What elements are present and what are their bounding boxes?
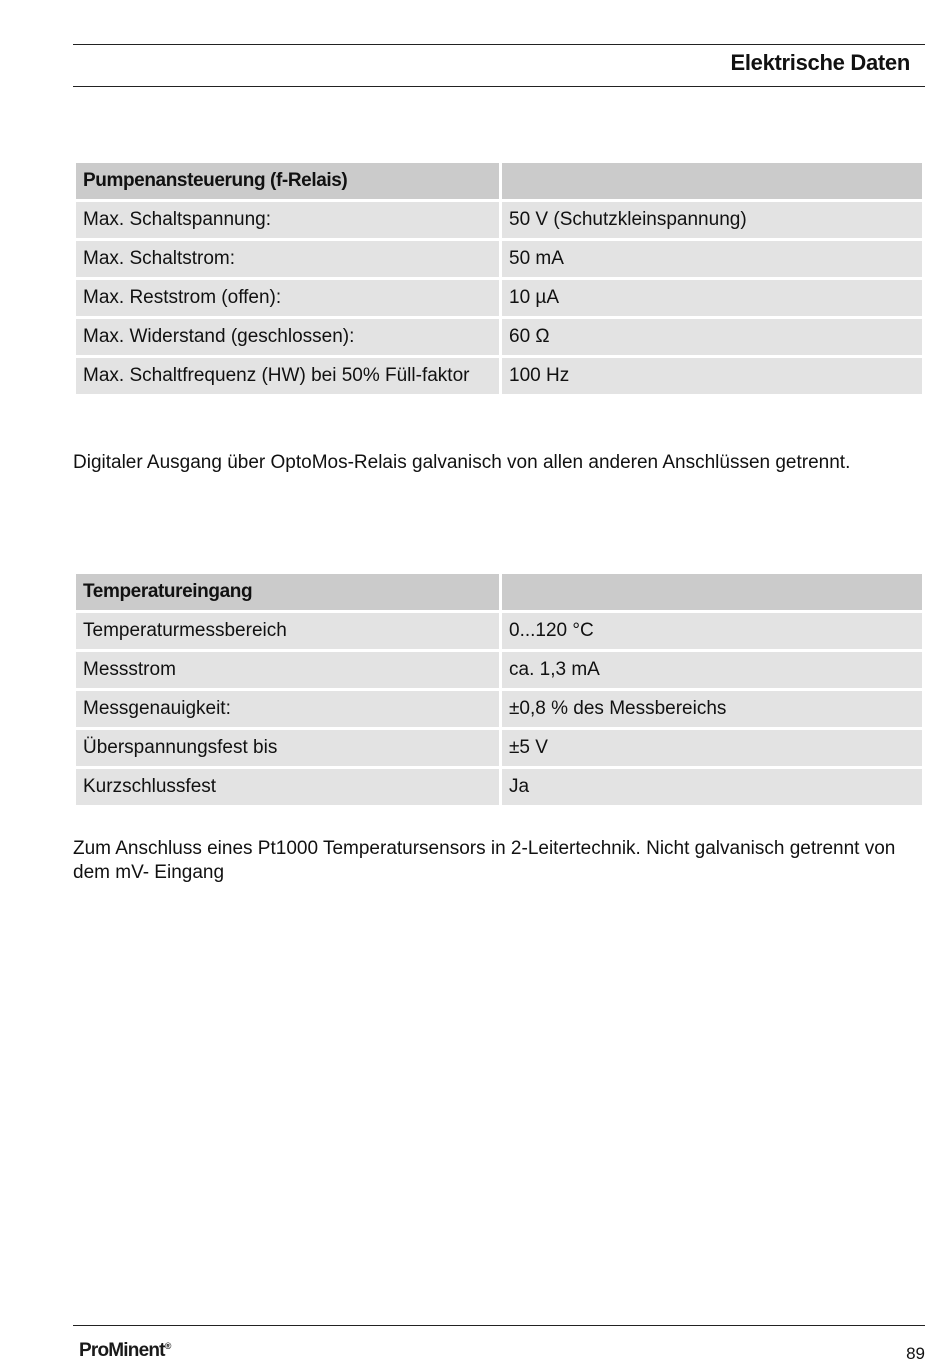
- table-row: [76, 202, 922, 238]
- value-cell: ±5 V: [502, 730, 922, 766]
- table-row: [76, 613, 922, 649]
- logo-text: ProMinent: [79, 1340, 165, 1361]
- table-header-row: [76, 163, 922, 199]
- parameter-cell: Temperaturmessbereich: [76, 613, 499, 649]
- page-title: Elektrische Daten: [730, 50, 910, 75]
- header-rule-top: [73, 44, 925, 45]
- table-row: [76, 652, 922, 688]
- table-row: [76, 730, 922, 766]
- value-cell: 60 Ω: [502, 319, 922, 355]
- parameter-cell: Max. Schaltstrom:: [76, 241, 499, 277]
- table-header-cell: [502, 574, 922, 610]
- parameter-cell: Überspannungsfest bis: [76, 730, 499, 766]
- parameter-cell: Messgenauigkeit:: [76, 691, 499, 727]
- page-number: 89: [906, 1344, 925, 1363]
- logo-registered-mark: ®: [164, 1341, 172, 1351]
- value-cell: ±0,8 % des Messbereichs: [502, 691, 922, 727]
- temperature-input-table: [73, 571, 925, 808]
- temperature-input-note: Zum Anschluss eines Pt1000 Temperatursensors in 2-Leitertechnik. Nicht galvanisch getrennt von dem mV- Eingang: [73, 838, 896, 883]
- table-row: [76, 319, 922, 355]
- parameter-cell: Max. Schaltfrequenz (HW) bei 50% Füll-faktor: [76, 358, 499, 394]
- value-cell: Ja: [502, 769, 922, 805]
- value-cell: 50 mA: [502, 241, 922, 277]
- header-rule-bottom: [73, 86, 925, 87]
- parameter-cell: Max. Reststrom (offen):: [76, 280, 499, 316]
- table-row: [76, 691, 922, 727]
- parameter-cell: Max. Schaltspannung:: [76, 202, 499, 238]
- value-cell: ca. 1,3 mA: [502, 652, 922, 688]
- table-header-cell: Pumpenansteuerung (f-Relais): [76, 163, 499, 199]
- pump-control-note: Digitaler Ausgang über OptoMos-Relais galvanisch von allen anderen Anschlüssen getrennt.: [73, 452, 851, 473]
- parameter-cell: Messstrom: [76, 652, 499, 688]
- value-cell: 100 Hz: [502, 358, 922, 394]
- table-row: [76, 280, 922, 316]
- table-row: [76, 358, 922, 394]
- table-header-row: [76, 574, 922, 610]
- table-header-cell: Temperatureingang: [76, 574, 499, 610]
- brand-logo: [79, 1340, 171, 1362]
- value-cell: 50 V (Schutzkleinspannung): [502, 202, 922, 238]
- parameter-cell: Kurzschlussfest: [76, 769, 499, 805]
- value-cell: 0...120 °C: [502, 613, 922, 649]
- footer-rule: [73, 1325, 925, 1326]
- table-header-cell: [502, 163, 922, 199]
- parameter-cell: Max. Widerstand (geschlossen):: [76, 319, 499, 355]
- table-row: [76, 769, 922, 805]
- pump-control-table: [73, 160, 925, 397]
- value-cell: 10 µA: [502, 280, 922, 316]
- table-row: [76, 241, 922, 277]
